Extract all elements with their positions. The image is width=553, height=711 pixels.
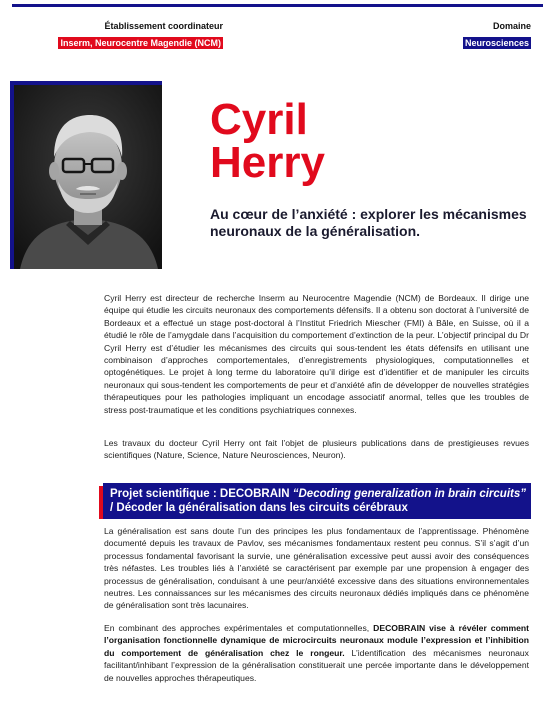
- top-rule: [12, 4, 543, 7]
- portrait-photo: [14, 85, 162, 269]
- project-paragraph-1: La généralisation est sans doute l’un des principes les plus fondamentaux de l’apprentissage. Phénomène documenté depuis les travaux de Pavlov, ses mécanismes fondamentaux restent peu connus. S’il s’agit d’un processus fondamental favorisant la survie, une généralisation excessive peut aussi avoir des conséquences très néfastes. Les troubles liés à l’anxiété se caractérisent par exemple par une propension à engager des processus de généralisation, conduisant à une peur/anxiété excessive dans des situations environnementales neutres. Les connaissances sur les mécanismes des circuits neuronaux dédiés impliqués dans ce phénomène de généralisation sont très lacunaires.: [104, 526, 529, 611]
- project-paragraph-2-start: En combinant des approches expérimentales et computationnelles,: [104, 623, 374, 633]
- first-name: Cyril: [210, 95, 308, 144]
- last-name: Herry: [210, 138, 325, 187]
- bio-paragraph-2: Les travaux du docteur Cyril Herry ont fait l’objet de plusieurs publications dans de prestigieuses revues scientifiques (Nature, Science, Nature Neurosciences, Neuron).: [104, 438, 529, 461]
- project-title: [110, 487, 526, 515]
- profile-subtitle: Au cœur de l’anxiété : explorer les mécanismes neuronaux de la généralisation.: [210, 206, 527, 239]
- project-title-prefix: Projet scientifique : DECOBRAIN: [110, 488, 293, 500]
- project-title-italic: “Decoding generalization in brain circuits”: [292, 488, 526, 500]
- coordinator-tag: Inserm, Neurocentre Magendie (NCM): [60, 38, 221, 48]
- project-title-suffix: / Décoder la généralisation dans les circuits cérébraux: [110, 502, 408, 514]
- domain-block: [440, 20, 531, 51]
- person-name: [210, 95, 325, 187]
- domain-tag: Neurosciences: [464, 38, 529, 48]
- project-paragraph-2: [104, 622, 529, 684]
- bio-paragraph-1: Cyril Herry est directeur de recherche Inserm au Neurocentre Magendie (NCM) de Bordeaux. Il dirige une équipe qui étudie les circuits neuronaux des comportements défensifs. Il a obtenu son doctorat à l’université de Bordeaux et a effectué un stage post-doctoral à l’Institut Friedrich Miescher (FMI) à Bâle, en Suisse, où il a étudié le rôle de l’amygdale dans l’acquisition du comportement d’extinction de la peur. L’objectif principal du Dr Cyril Herry est d’étudier les mécanismes des circuits qui sous-tendent les états défensifs en utilisant une combinaison d’approches comportementales, d’enregistrements physiologiques, computationnelles et optogénétiques. Le projet à long terme du laboratoire qu’il dirige est d’identifier et de manipuler les circuits neuronaux qui sous-tendent les comportements de peur et d’anxiété afin de développer de nouvelles stratégies thérapeutiques pour les pathologies impliquant un encodage associatif anormal, telles que les troubles de stress post-traumatique et les conditions psychiatriques connexes.: [104, 293, 529, 415]
- portrait-illustration: [14, 85, 162, 269]
- coordinator-label: Établissement coordinateur: [104, 21, 223, 31]
- domain-label: Domaine: [492, 21, 531, 31]
- project-paragraph-2-bold: DECOBRAIN vise à révéler comment l’organisation fonctionnelle dynamique de microcircuits neuronaux module l’expression et l’inhibition du comportement de généralisation chez le rongeur.: [104, 623, 529, 658]
- project-paragraph-2-end: L’identification des mécanismes neuronaux facilitant/inhibant l’expression de la généralisation constituerait une percée importante dans le développement de nouvelles approches thérapeutiques.: [104, 647, 529, 683]
- coordinator-block: [58, 20, 223, 51]
